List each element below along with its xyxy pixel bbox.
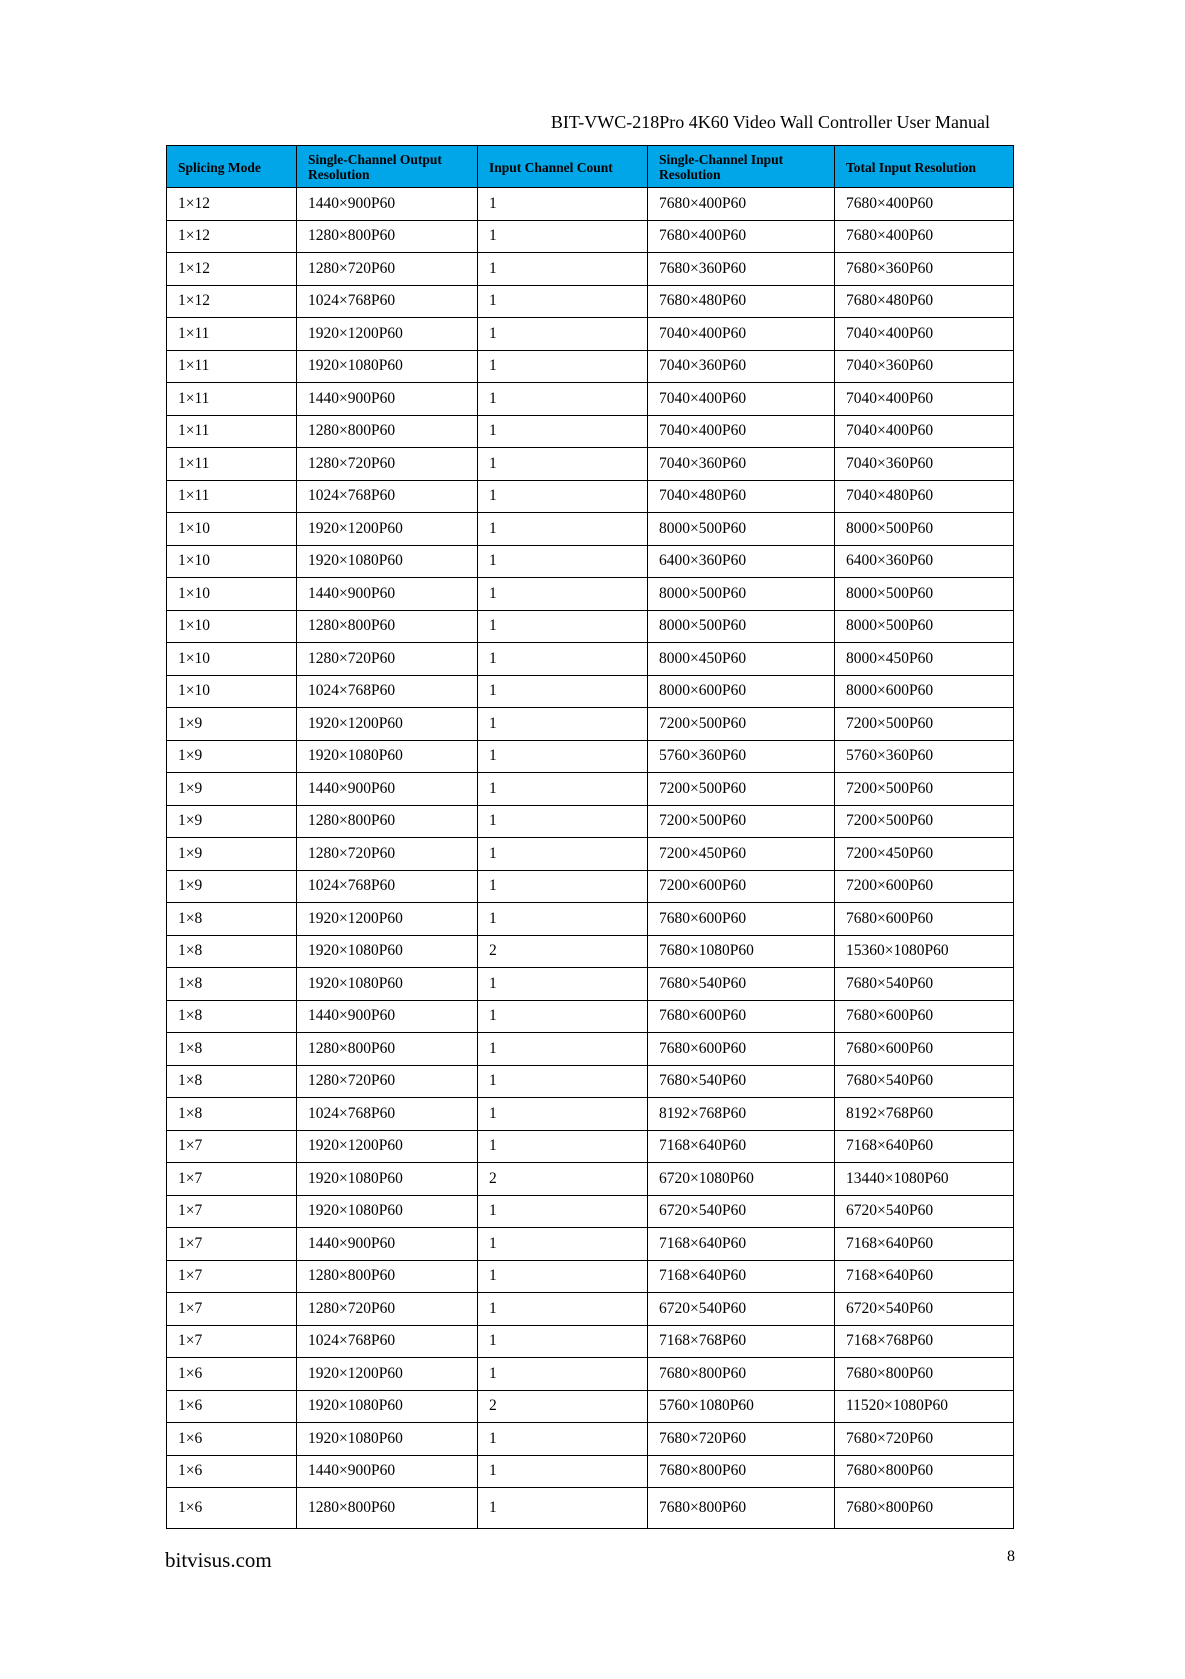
total-input-resolution-cell: 7680×360P60 xyxy=(835,253,1014,286)
table-row xyxy=(167,1260,1014,1293)
output-resolution-cell: 1920×1080P60 xyxy=(297,1390,478,1423)
output-resolution-cell: 1920×1080P60 xyxy=(297,1163,478,1196)
splicing-mode-cell: 1×11 xyxy=(167,383,297,416)
input-channel-count-cell: 1 xyxy=(478,805,648,838)
input-channel-count-cell: 1 xyxy=(478,220,648,253)
input-resolution-cell: 7168×640P60 xyxy=(648,1260,835,1293)
input-resolution-cell: 7200×500P60 xyxy=(648,708,835,741)
splicing-mode-cell: 1×12 xyxy=(167,285,297,318)
input-channel-count-cell: 1 xyxy=(478,1260,648,1293)
input-resolution-cell: 7680×540P60 xyxy=(648,1065,835,1098)
total-input-resolution-cell: 7040×480P60 xyxy=(835,480,1014,513)
input-resolution-cell: 8192×768P60 xyxy=(648,1098,835,1131)
output-resolution-cell: 1280×720P60 xyxy=(297,643,478,676)
table-row xyxy=(167,1195,1014,1228)
total-input-resolution-cell: 7040×360P60 xyxy=(835,448,1014,481)
input-resolution-cell: 7680×1080P60 xyxy=(648,935,835,968)
splicing-mode-cell: 1×9 xyxy=(167,838,297,871)
output-resolution-cell: 1024×768P60 xyxy=(297,1098,478,1131)
total-input-resolution-cell: 8000×500P60 xyxy=(835,610,1014,643)
input-channel-count-cell: 1 xyxy=(478,318,648,351)
total-input-resolution-cell: 15360×1080P60 xyxy=(835,935,1014,968)
input-channel-count-cell: 1 xyxy=(478,1455,648,1488)
total-input-resolution-cell: 8000×450P60 xyxy=(835,643,1014,676)
output-resolution-cell: 1280×720P60 xyxy=(297,253,478,286)
table-row xyxy=(167,253,1014,286)
input-resolution-cell: 8000×450P60 xyxy=(648,643,835,676)
input-resolution-cell: 5760×1080P60 xyxy=(648,1390,835,1423)
splicing-mode-cell: 1×7 xyxy=(167,1195,297,1228)
total-input-resolution-cell: 6720×540P60 xyxy=(835,1293,1014,1326)
total-input-resolution-cell: 7168×640P60 xyxy=(835,1260,1014,1293)
total-input-resolution-cell: 7680×400P60 xyxy=(835,220,1014,253)
output-resolution-cell: 1024×768P60 xyxy=(297,1325,478,1358)
input-channel-count-cell: 1 xyxy=(478,1228,648,1261)
input-channel-count-cell: 1 xyxy=(478,480,648,513)
total-input-resolution-cell: 7680×540P60 xyxy=(835,1065,1014,1098)
total-input-resolution-cell: 7168×640P60 xyxy=(835,1130,1014,1163)
input-resolution-cell: 7168×768P60 xyxy=(648,1325,835,1358)
splicing-mode-cell: 1×7 xyxy=(167,1228,297,1261)
input-channel-count-cell: 1 xyxy=(478,870,648,903)
output-resolution-cell: 1920×1080P60 xyxy=(297,740,478,773)
table-row xyxy=(167,188,1014,221)
input-resolution-cell: 7680×800P60 xyxy=(648,1455,835,1488)
output-resolution-cell: 1920×1200P60 xyxy=(297,318,478,351)
total-input-resolution-cell: 7680×720P60 xyxy=(835,1423,1014,1456)
table-row xyxy=(167,578,1014,611)
output-resolution-cell: 1920×1200P60 xyxy=(297,708,478,741)
input-resolution-cell: 7680×400P60 xyxy=(648,188,835,221)
input-channel-count-cell: 1 xyxy=(478,1000,648,1033)
resolution-spec-table xyxy=(166,145,1014,1529)
input-resolution-cell: 5760×360P60 xyxy=(648,740,835,773)
total-input-resolution-cell: 7680×800P60 xyxy=(835,1488,1014,1529)
table-row xyxy=(167,1423,1014,1456)
output-resolution-cell: 1920×1080P60 xyxy=(297,1195,478,1228)
table-row xyxy=(167,708,1014,741)
page-number: 8 xyxy=(1007,1548,1015,1565)
output-resolution-cell: 1280×800P60 xyxy=(297,610,478,643)
input-channel-count-cell: 1 xyxy=(478,578,648,611)
table-row xyxy=(167,1390,1014,1423)
input-channel-count-cell: 1 xyxy=(478,773,648,806)
column-header-input-resolution: Single-Channel Input Resolution xyxy=(648,146,835,188)
total-input-resolution-cell: 6400×360P60 xyxy=(835,545,1014,578)
splicing-mode-cell: 1×7 xyxy=(167,1130,297,1163)
input-channel-count-cell: 1 xyxy=(478,1325,648,1358)
input-channel-count-cell: 1 xyxy=(478,708,648,741)
input-resolution-cell: 7168×640P60 xyxy=(648,1228,835,1261)
splicing-mode-cell: 1×6 xyxy=(167,1488,297,1529)
table-row xyxy=(167,643,1014,676)
total-input-resolution-cell: 7168×640P60 xyxy=(835,1228,1014,1261)
table-row xyxy=(167,610,1014,643)
output-resolution-cell: 1440×900P60 xyxy=(297,1455,478,1488)
splicing-mode-cell: 1×6 xyxy=(167,1390,297,1423)
input-resolution-cell: 7680×800P60 xyxy=(648,1488,835,1529)
table-row xyxy=(167,448,1014,481)
table-row xyxy=(167,1325,1014,1358)
splicing-mode-cell: 1×11 xyxy=(167,448,297,481)
input-resolution-cell: 7040×480P60 xyxy=(648,480,835,513)
splicing-mode-cell: 1×11 xyxy=(167,318,297,351)
splicing-mode-cell: 1×8 xyxy=(167,903,297,936)
input-channel-count-cell: 1 xyxy=(478,1488,648,1529)
total-input-resolution-cell: 8000×500P60 xyxy=(835,513,1014,546)
input-resolution-cell: 6720×540P60 xyxy=(648,1195,835,1228)
input-resolution-cell: 7200×600P60 xyxy=(648,870,835,903)
input-channel-count-cell: 2 xyxy=(478,1390,648,1423)
splicing-mode-cell: 1×8 xyxy=(167,1098,297,1131)
input-channel-count-cell: 1 xyxy=(478,1423,648,1456)
input-channel-count-cell: 1 xyxy=(478,513,648,546)
splicing-mode-cell: 1×11 xyxy=(167,480,297,513)
splicing-mode-cell: 1×11 xyxy=(167,350,297,383)
splicing-mode-cell: 1×7 xyxy=(167,1163,297,1196)
splicing-mode-cell: 1×7 xyxy=(167,1293,297,1326)
input-resolution-cell: 7680×800P60 xyxy=(648,1358,835,1391)
total-input-resolution-cell: 7680×400P60 xyxy=(835,188,1014,221)
output-resolution-cell: 1280×800P60 xyxy=(297,1488,478,1529)
total-input-resolution-cell: 7040×400P60 xyxy=(835,318,1014,351)
table-row xyxy=(167,1293,1014,1326)
table-row xyxy=(167,220,1014,253)
input-resolution-cell: 6400×360P60 xyxy=(648,545,835,578)
input-resolution-cell: 7680×600P60 xyxy=(648,1000,835,1033)
input-resolution-cell: 8000×500P60 xyxy=(648,513,835,546)
splicing-mode-cell: 1×9 xyxy=(167,773,297,806)
total-input-resolution-cell: 8000×600P60 xyxy=(835,675,1014,708)
total-input-resolution-cell: 8192×768P60 xyxy=(835,1098,1014,1131)
input-channel-count-cell: 1 xyxy=(478,448,648,481)
input-channel-count-cell: 1 xyxy=(478,675,648,708)
splicing-mode-cell: 1×12 xyxy=(167,220,297,253)
output-resolution-cell: 1440×900P60 xyxy=(297,188,478,221)
input-resolution-cell: 6720×540P60 xyxy=(648,1293,835,1326)
column-header-splicing-mode: Splicing Mode xyxy=(167,146,297,188)
splicing-mode-cell: 1×12 xyxy=(167,253,297,286)
input-channel-count-cell: 1 xyxy=(478,1033,648,1066)
total-input-resolution-cell: 8000×500P60 xyxy=(835,578,1014,611)
total-input-resolution-cell: 7680×800P60 xyxy=(835,1358,1014,1391)
total-input-resolution-cell: 7200×450P60 xyxy=(835,838,1014,871)
output-resolution-cell: 1024×768P60 xyxy=(297,285,478,318)
input-channel-count-cell: 1 xyxy=(478,1098,648,1131)
splicing-mode-cell: 1×10 xyxy=(167,578,297,611)
output-resolution-cell: 1280×800P60 xyxy=(297,805,478,838)
output-resolution-cell: 1280×720P60 xyxy=(297,838,478,871)
splicing-mode-cell: 1×10 xyxy=(167,643,297,676)
table-row xyxy=(167,1358,1014,1391)
table-row xyxy=(167,968,1014,1001)
splicing-mode-cell: 1×9 xyxy=(167,740,297,773)
output-resolution-cell: 1920×1200P60 xyxy=(297,1358,478,1391)
input-resolution-cell: 7200×450P60 xyxy=(648,838,835,871)
output-resolution-cell: 1024×768P60 xyxy=(297,480,478,513)
splicing-mode-cell: 1×6 xyxy=(167,1455,297,1488)
input-channel-count-cell: 1 xyxy=(478,610,648,643)
splicing-mode-cell: 1×8 xyxy=(167,935,297,968)
input-channel-count-cell: 1 xyxy=(478,188,648,221)
input-resolution-cell: 8000×500P60 xyxy=(648,610,835,643)
table-row xyxy=(167,805,1014,838)
input-resolution-cell: 7040×400P60 xyxy=(648,415,835,448)
table-row xyxy=(167,1000,1014,1033)
output-resolution-cell: 1280×800P60 xyxy=(297,415,478,448)
total-input-resolution-cell: 7040×400P60 xyxy=(835,383,1014,416)
input-resolution-cell: 6720×1080P60 xyxy=(648,1163,835,1196)
total-input-resolution-cell: 7200×500P60 xyxy=(835,805,1014,838)
input-channel-count-cell: 1 xyxy=(478,643,648,676)
input-channel-count-cell: 1 xyxy=(478,285,648,318)
splicing-mode-cell: 1×11 xyxy=(167,415,297,448)
column-header-output-resolution: Single-Channel Output Resolution xyxy=(297,146,478,188)
output-resolution-cell: 1440×900P60 xyxy=(297,1000,478,1033)
total-input-resolution-cell: 13440×1080P60 xyxy=(835,1163,1014,1196)
total-input-resolution-cell: 6720×540P60 xyxy=(835,1195,1014,1228)
input-resolution-cell: 8000×500P60 xyxy=(648,578,835,611)
input-resolution-cell: 7680×720P60 xyxy=(648,1423,835,1456)
table-row xyxy=(167,1163,1014,1196)
splicing-mode-cell: 1×8 xyxy=(167,1065,297,1098)
footer-website: bitvisus.com xyxy=(165,1548,272,1572)
output-resolution-cell: 1440×900P60 xyxy=(297,578,478,611)
table-row xyxy=(167,1065,1014,1098)
input-resolution-cell: 7680×480P60 xyxy=(648,285,835,318)
input-channel-count-cell: 1 xyxy=(478,1130,648,1163)
input-channel-count-cell: 1 xyxy=(478,1358,648,1391)
output-resolution-cell: 1280×800P60 xyxy=(297,1033,478,1066)
output-resolution-cell: 1920×1080P60 xyxy=(297,968,478,1001)
splicing-mode-cell: 1×7 xyxy=(167,1260,297,1293)
table-row xyxy=(167,545,1014,578)
column-header-input-channel-count: Input Channel Count xyxy=(478,146,648,188)
output-resolution-cell: 1440×900P60 xyxy=(297,1228,478,1261)
table-row xyxy=(167,1228,1014,1261)
input-resolution-cell: 7680×540P60 xyxy=(648,968,835,1001)
table-header-row xyxy=(167,146,1014,188)
output-resolution-cell: 1920×1200P60 xyxy=(297,1130,478,1163)
total-input-resolution-cell: 7168×768P60 xyxy=(835,1325,1014,1358)
total-input-resolution-cell: 7200×600P60 xyxy=(835,870,1014,903)
input-channel-count-cell: 1 xyxy=(478,253,648,286)
output-resolution-cell: 1920×1200P60 xyxy=(297,903,478,936)
output-resolution-cell: 1920×1080P60 xyxy=(297,935,478,968)
input-resolution-cell: 7680×400P60 xyxy=(648,220,835,253)
output-resolution-cell: 1440×900P60 xyxy=(297,773,478,806)
table-row xyxy=(167,350,1014,383)
input-channel-count-cell: 1 xyxy=(478,1195,648,1228)
splicing-mode-cell: 1×6 xyxy=(167,1358,297,1391)
splicing-mode-cell: 1×9 xyxy=(167,870,297,903)
table-row xyxy=(167,318,1014,351)
splicing-mode-cell: 1×10 xyxy=(167,513,297,546)
total-input-resolution-cell: 7680×600P60 xyxy=(835,903,1014,936)
splicing-mode-cell: 1×10 xyxy=(167,675,297,708)
total-input-resolution-cell: 7680×600P60 xyxy=(835,1033,1014,1066)
document-title: BIT-VWC-218Pro 4K60 Video Wall Controller User Manual xyxy=(550,112,990,132)
table-row xyxy=(167,513,1014,546)
output-resolution-cell: 1280×800P60 xyxy=(297,220,478,253)
input-resolution-cell: 7040×400P60 xyxy=(648,383,835,416)
total-input-resolution-cell: 11520×1080P60 xyxy=(835,1390,1014,1423)
splicing-mode-cell: 1×10 xyxy=(167,610,297,643)
input-resolution-cell: 7040×360P60 xyxy=(648,448,835,481)
input-channel-count-cell: 1 xyxy=(478,383,648,416)
input-resolution-cell: 7040×400P60 xyxy=(648,318,835,351)
input-resolution-cell: 7200×500P60 xyxy=(648,773,835,806)
table-row xyxy=(167,870,1014,903)
input-channel-count-cell: 1 xyxy=(478,415,648,448)
input-resolution-cell: 7680×360P60 xyxy=(648,253,835,286)
total-input-resolution-cell: 7200×500P60 xyxy=(835,773,1014,806)
table-row xyxy=(167,1130,1014,1163)
table-row xyxy=(167,740,1014,773)
table-row xyxy=(167,675,1014,708)
table-body xyxy=(167,188,1014,1529)
input-channel-count-cell: 1 xyxy=(478,545,648,578)
table-row xyxy=(167,285,1014,318)
splicing-mode-cell: 1×8 xyxy=(167,968,297,1001)
table-row xyxy=(167,480,1014,513)
column-header-total-input-resolution: Total Input Resolution xyxy=(835,146,1014,188)
input-resolution-cell: 7680×600P60 xyxy=(648,903,835,936)
input-resolution-cell: 8000×600P60 xyxy=(648,675,835,708)
splicing-mode-cell: 1×12 xyxy=(167,188,297,221)
splicing-mode-cell: 1×9 xyxy=(167,805,297,838)
table-row xyxy=(167,383,1014,416)
splicing-mode-cell: 1×8 xyxy=(167,1033,297,1066)
total-input-resolution-cell: 7040×360P60 xyxy=(835,350,1014,383)
input-resolution-cell: 7040×360P60 xyxy=(648,350,835,383)
output-resolution-cell: 1280×720P60 xyxy=(297,1293,478,1326)
splicing-mode-cell: 1×9 xyxy=(167,708,297,741)
input-channel-count-cell: 2 xyxy=(478,935,648,968)
input-channel-count-cell: 1 xyxy=(478,1065,648,1098)
output-resolution-cell: 1440×900P60 xyxy=(297,383,478,416)
table-row xyxy=(167,903,1014,936)
splicing-mode-cell: 1×10 xyxy=(167,545,297,578)
splicing-mode-cell: 1×8 xyxy=(167,1000,297,1033)
total-input-resolution-cell: 7680×480P60 xyxy=(835,285,1014,318)
output-resolution-cell: 1280×720P60 xyxy=(297,1065,478,1098)
total-input-resolution-cell: 7200×500P60 xyxy=(835,708,1014,741)
table-row xyxy=(167,1098,1014,1131)
input-resolution-cell: 7168×640P60 xyxy=(648,1130,835,1163)
table-row xyxy=(167,838,1014,871)
table-row xyxy=(167,773,1014,806)
output-resolution-cell: 1920×1080P60 xyxy=(297,1423,478,1456)
output-resolution-cell: 1920×1080P60 xyxy=(297,545,478,578)
table-row xyxy=(167,1033,1014,1066)
input-resolution-cell: 7680×600P60 xyxy=(648,1033,835,1066)
total-input-resolution-cell: 7040×400P60 xyxy=(835,415,1014,448)
total-input-resolution-cell: 7680×800P60 xyxy=(835,1455,1014,1488)
output-resolution-cell: 1920×1200P60 xyxy=(297,513,478,546)
splicing-mode-cell: 1×6 xyxy=(167,1423,297,1456)
input-channel-count-cell: 1 xyxy=(478,350,648,383)
output-resolution-cell: 1280×800P60 xyxy=(297,1260,478,1293)
splicing-mode-cell: 1×7 xyxy=(167,1325,297,1358)
input-channel-count-cell: 1 xyxy=(478,740,648,773)
output-resolution-cell: 1024×768P60 xyxy=(297,870,478,903)
total-input-resolution-cell: 5760×360P60 xyxy=(835,740,1014,773)
input-channel-count-cell: 2 xyxy=(478,1163,648,1196)
input-channel-count-cell: 1 xyxy=(478,1293,648,1326)
table-row xyxy=(167,1455,1014,1488)
input-channel-count-cell: 1 xyxy=(478,968,648,1001)
output-resolution-cell: 1920×1080P60 xyxy=(297,350,478,383)
output-resolution-cell: 1024×768P60 xyxy=(297,675,478,708)
total-input-resolution-cell: 7680×600P60 xyxy=(835,1000,1014,1033)
input-resolution-cell: 7200×500P60 xyxy=(648,805,835,838)
table-row xyxy=(167,415,1014,448)
input-channel-count-cell: 1 xyxy=(478,838,648,871)
table-row xyxy=(167,935,1014,968)
output-resolution-cell: 1280×720P60 xyxy=(297,448,478,481)
table-row xyxy=(167,1488,1014,1529)
total-input-resolution-cell: 7680×540P60 xyxy=(835,968,1014,1001)
input-channel-count-cell: 1 xyxy=(478,903,648,936)
